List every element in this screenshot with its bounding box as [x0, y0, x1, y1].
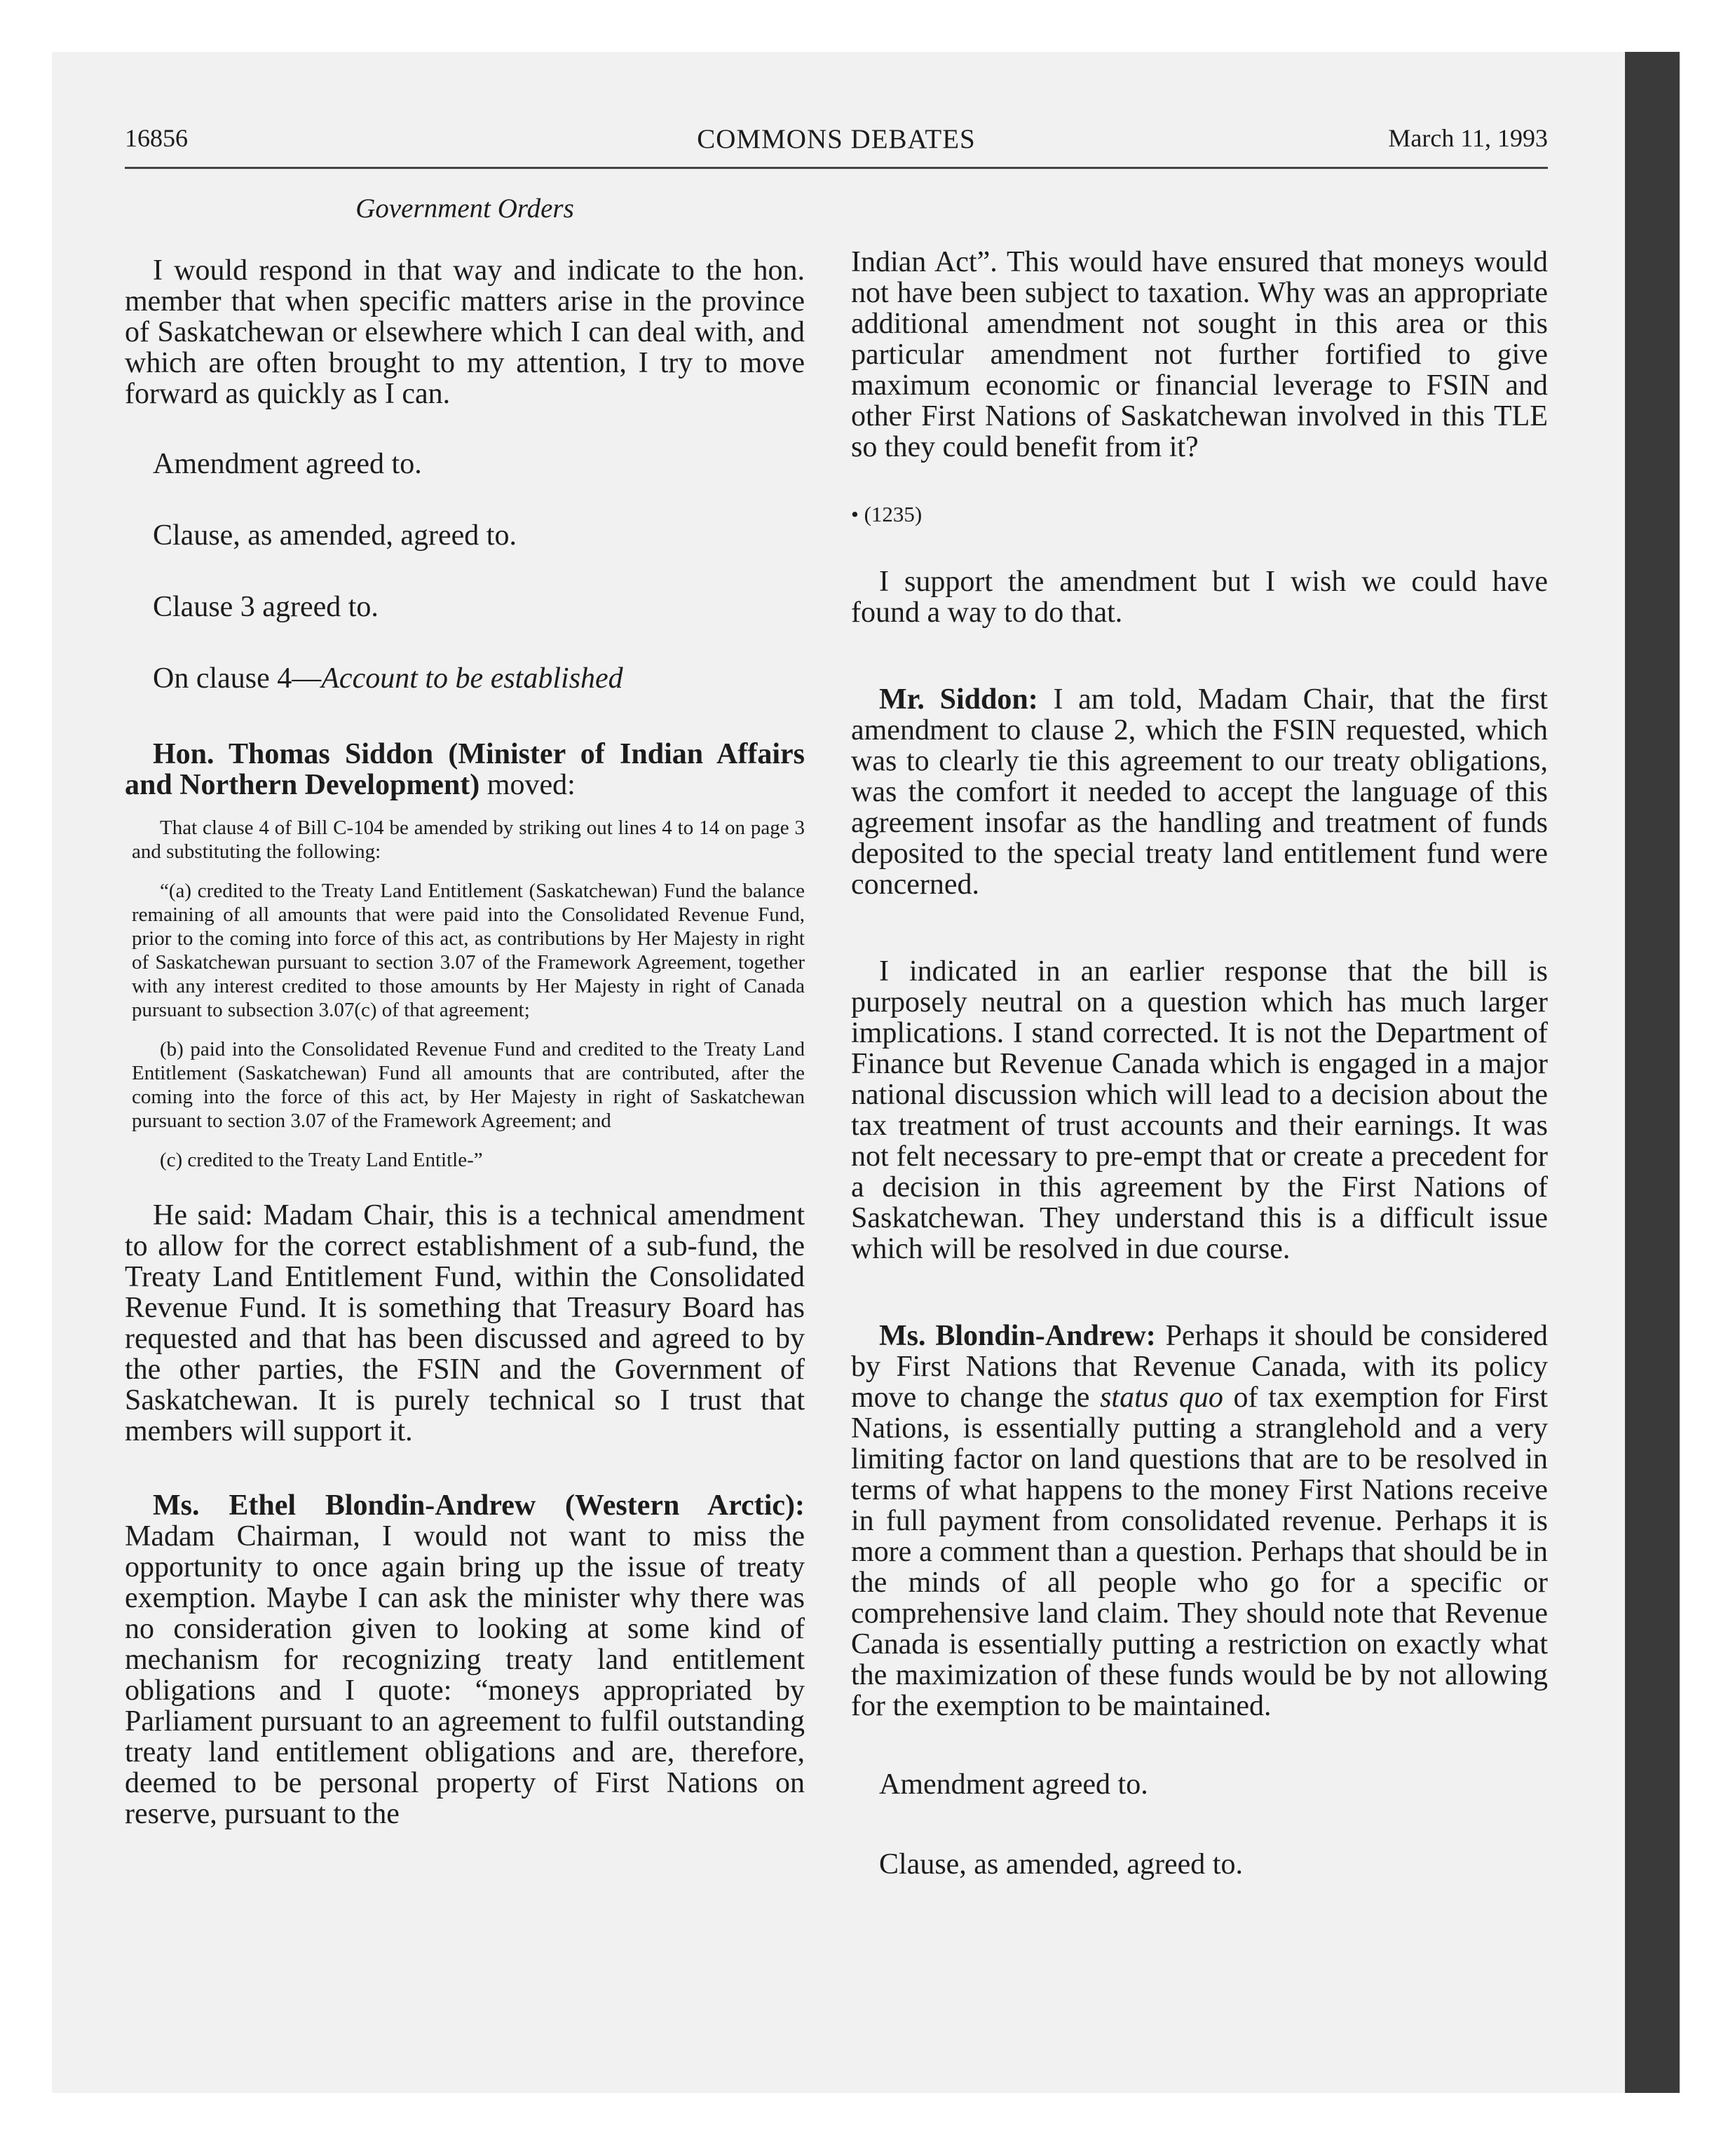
paragraph: He said: Madam Chair, this is a technical amendment to allow for the correct establishment of a sub-fund, the Treaty Land Entitlement Fund, within the Consolidated Revenue Fund. It is something that Treasury Board has requested and that has been discussed and agreed to by the other parties, the FSIN and the Government of Saskatchewan. It is purely technical so I trust that members will support it.: [125, 1199, 805, 1447]
right-column: [851, 189, 1548, 1881]
speaker-text: Madam Chairman, I would not want to miss the opportunity to once again bring up the issue of treaty exemption. Maybe I can ask the minister why there was no consideration given to looking at some kind of mechanism for recognizing treaty land entitlement obligations and I quote: “moneys appropriated by Parliament pursuant to an agreement to fulfil outstanding treaty land entitlement obligations and are, therefore, deemed to be personal property of First Nations on reserve, pursuant to the: [125, 1520, 805, 1830]
speaker-name: Ms. Ethel Blondin-Andrew (Western Arctic):: [153, 1489, 805, 1522]
speaker-paragraph: [125, 1490, 805, 1829]
paragraph: I support the amendment but I wish we could have found a way to do that.: [851, 566, 1548, 629]
speaker-paragraph: [851, 1321, 1548, 1721]
motion-text: That clause 4 of Bill C-104 be amended by striking out lines 4 to 14 on page 3 and substituting the following:: [132, 817, 805, 863]
speaker-name: Mr. Siddon:: [879, 683, 1038, 716]
procedural-note: Clause, as amended, agreed to.: [879, 1848, 1243, 1881]
speaker-text-italic: status quo: [1100, 1381, 1223, 1414]
paragraph: I would respond in that way and indicate to the hon. member that when specific matters arise in the province of Saskatchewan or elsewhere which I can deal with, and which are often brought to my attention, I try to move forward as quickly as I can.: [125, 254, 805, 410]
left-column: [125, 189, 805, 1829]
speaker-text: Perhaps it should be considered by First Nations that Revenue Canada, with its policy move to change the: [851, 1320, 1549, 1414]
procedural-note: Clause, as amended, agreed to.: [153, 519, 517, 552]
header-date: March 11, 1993: [1388, 124, 1548, 152]
clause-title: Account to be established: [321, 662, 623, 695]
scan-edge-shadow: [1625, 52, 1680, 2093]
procedural-note: Amendment agreed to.: [879, 1768, 1148, 1801]
speaker-paragraph: [125, 739, 805, 800]
clause-heading: [153, 662, 805, 695]
procedural-note: Amendment agreed to.: [153, 448, 422, 480]
speaker-text: I am told, Madam Chair, that the first amendment to clause 2, which the FSIN requested, which was to clearly tie this agreement to our treaty obligations, was the comfort it needed to accept the language of this agreement insofar as the handling and treatment of funds deposited to the special treaty land entitlement fund were concerned.: [851, 683, 1548, 901]
motion-text: (c) credited to the Treaty Land Entitle-”: [160, 1149, 483, 1171]
section-label: Government Orders: [355, 193, 574, 224]
time-marker: • (1235): [851, 502, 923, 526]
speaker-paragraph: [851, 684, 1548, 900]
clause-prefix: On clause 4—: [153, 662, 322, 695]
paragraph: I indicated in an earlier response that the bill is purposely neutral on a question which has much larger implications. I stand corrected. It is not the Department of Finance but Revenue Canada which is engaged in a major national discussion which will lead to a decision about the tax treatment of trust accounts and their earnings. It was not felt necessary to pre-empt that or create a precedent for a decision in this agreement by the First Nations of Saskatchewan. They understand this is a difficult issue which will be resolved in due course.: [851, 955, 1548, 1265]
speaker-text: moved:: [479, 769, 576, 801]
speaker-name: Ms. Blondin-Andrew:: [879, 1320, 1156, 1352]
page-number: 16856: [125, 124, 188, 152]
speaker-text: of tax exemption for First Nations, is essentially putting a stranglehold and a very limiting factor on land questions that are to be resolved in terms of what happens to the money First Nations receive in full payment from consolidated revenue. Perhaps it is more a comment than a question. Perhaps that should be in the minds of all people who go for a specific or comprehensive land claim. They should note that Revenue Canada is essentially putting a restriction on exactly what the maximization of these funds would be by not allowing for the exemption to be maintained.: [851, 1381, 1548, 1722]
motion-text: (b) paid into the Consolidated Revenue Fund and credited to the Treaty Land Entitlement (Saskatchewan) Fund all amounts that are contributed, after the coming into the force of this act, by Her Majesty in right of Saskatchewan pursuant to section 3.07 of the Framework Agreement; and: [132, 1038, 805, 1132]
motion-text: “(a) credited to the Treaty Land Entitlement (Saskatchewan) Fund the balance remaining of all amounts that were paid into the Consolidated Revenue Fund, prior to the coming into force of this act, as contributions by Her Majesty in right of Saskatchewan pursuant to section 3.07 of the Framework Agreement, together with any interest credited to those amounts by Her Majesty in right of Canada pursuant to subsection 3.07(c) of that agreement;: [132, 880, 805, 1021]
journal-title: COMMONS DEBATES: [697, 124, 976, 154]
speaker-name: Hon. Thomas Siddon (Minister of Indian Affairs and Northern Development): [125, 738, 805, 801]
paragraph: Indian Act”. This would have ensured that moneys would not have been subject to taxation. Why was an appropriate additional amendment not sought in this area or this particular amendment not further fortified to give maximum economic or financial leverage to FSIN and other First Nations of Saskatchewan involved in this TLE so they could benefit from it?: [851, 246, 1548, 463]
page-header: [125, 123, 1548, 169]
procedural-note: Clause 3 agreed to.: [153, 591, 379, 623]
